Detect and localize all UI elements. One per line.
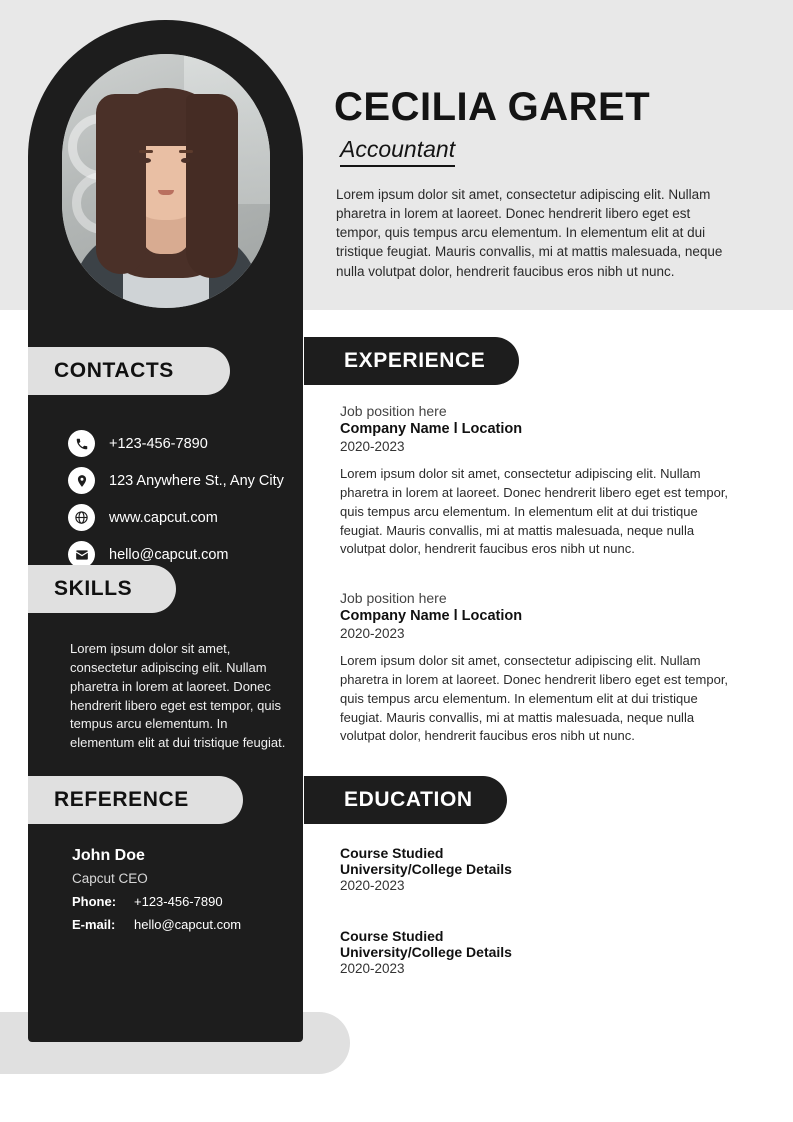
section-title-text: REFERENCE (54, 788, 189, 811)
envelope-icon (68, 541, 95, 568)
experience-date: 2020-2023 (340, 439, 405, 454)
experience-entry (340, 590, 736, 746)
reference-email-label: E-mail: (72, 917, 116, 932)
contact-address-text: 123 Anywhere St., Any City (109, 472, 284, 489)
experience-description: Lorem ipsum dolor sit amet, consectetur adipiscing elit. Nullam pharetra in lorem at laoreet. Donec hendrerit libero eget est tempor, quis tempus arcu elementum. In elementum elit at dui tristique feugiat. Mauris convallis, mi at mattis malesuada, neque nulla volutpat dolor, hendrerit faucibus eros nibh ut nunc. (340, 653, 729, 744)
section-header-experience (304, 337, 519, 385)
section-title-text: SKILLS (54, 577, 133, 600)
education-date: 2020-2023 (340, 961, 405, 976)
education-entry (340, 845, 736, 893)
experience-company: Company Name l Location (340, 421, 523, 437)
contact-item-website[interactable] (68, 504, 218, 531)
section-title-text: EXPERIENCE (344, 349, 486, 372)
reference-role: Capcut CEO (72, 871, 148, 886)
experience-position: Job position here (340, 403, 447, 419)
page-title: CECILIA GARET (334, 85, 651, 129)
photo-person-eyebrow (179, 150, 193, 153)
section-header-contacts (28, 347, 230, 395)
contact-website-text: www.capcut.com (109, 509, 218, 526)
profile-photo-image (62, 54, 270, 308)
job-title: Accountant (340, 136, 455, 167)
contact-item-phone[interactable] (68, 430, 208, 457)
photo-person-hair-left (96, 94, 146, 274)
reference-phone-value: +123-456-7890 (134, 894, 223, 909)
experience-entry (340, 403, 736, 559)
profile-summary: Lorem ipsum dolor sit amet, consectetur adipiscing elit. Nullam pharetra in lorem at laoreet. Donec hendrerit libero eget est tempor, quis tempus arcu elementum. In elementum elit at dui tristique feugiat. Mauris convallis, mi at mattis malesuada, neque nulla volutpat dolor, hendrerit faucibus eros nibh ut nunc. (336, 187, 723, 279)
section-header-reference (28, 776, 243, 824)
globe-icon (68, 504, 95, 531)
sidebar (28, 20, 303, 1042)
phone-icon (68, 430, 95, 457)
education-date: 2020-2023 (340, 878, 405, 893)
reference-phone-label: Phone: (72, 894, 117, 909)
skills-text: Lorem ipsum dolor sit amet, consectetur adipiscing elit. Nullam pharetra in lorem at laoreet. Donec hendrerit libero eget est tempor, quis tempus arcu elementum. In elementum elit at dui tristique feugiat. (70, 641, 286, 751)
photo-person-hair-right (186, 94, 238, 278)
photo-person-eyebrow (139, 150, 153, 153)
experience-description: Lorem ipsum dolor sit amet, consectetur adipiscing elit. Nullam pharetra in lorem at laoreet. Donec hendrerit libero eget est tempor, quis tempus arcu elementum. In elementum elit at dui tristique feugiat. Mauris convallis, mi at mattis malesuada, neque nulla volutpat dolor, hendrerit faucibus eros nibh ut nunc. (340, 466, 729, 557)
photo-person-eye (181, 158, 190, 163)
experience-company: Company Name l Location (340, 608, 523, 624)
reference-name: John Doe (72, 847, 145, 864)
section-header-skills (28, 565, 176, 613)
contact-phone-text: +123-456-7890 (109, 435, 208, 452)
photo-person-mouth (158, 190, 174, 195)
contact-item-address[interactable] (68, 467, 284, 494)
education-course: Course Studied (340, 845, 444, 861)
location-pin-icon (68, 467, 95, 494)
reference-phone-row (72, 894, 223, 909)
education-university: University/College Details (340, 944, 512, 960)
reference-email-value: hello@capcut.com (134, 917, 242, 932)
contact-item-email[interactable] (68, 541, 229, 568)
education-entry (340, 928, 736, 976)
section-title-text: CONTACTS (54, 359, 174, 382)
section-title-text: EDUCATION (344, 788, 473, 811)
reference-email-row (72, 917, 241, 932)
contact-email-text: hello@capcut.com (109, 546, 229, 563)
experience-position: Job position here (340, 590, 447, 606)
photo-person-eye (142, 158, 151, 163)
education-course: Course Studied (340, 928, 444, 944)
experience-date: 2020-2023 (340, 626, 405, 641)
profile-photo (62, 54, 270, 308)
education-university: University/College Details (340, 861, 512, 877)
section-header-education (304, 776, 507, 824)
